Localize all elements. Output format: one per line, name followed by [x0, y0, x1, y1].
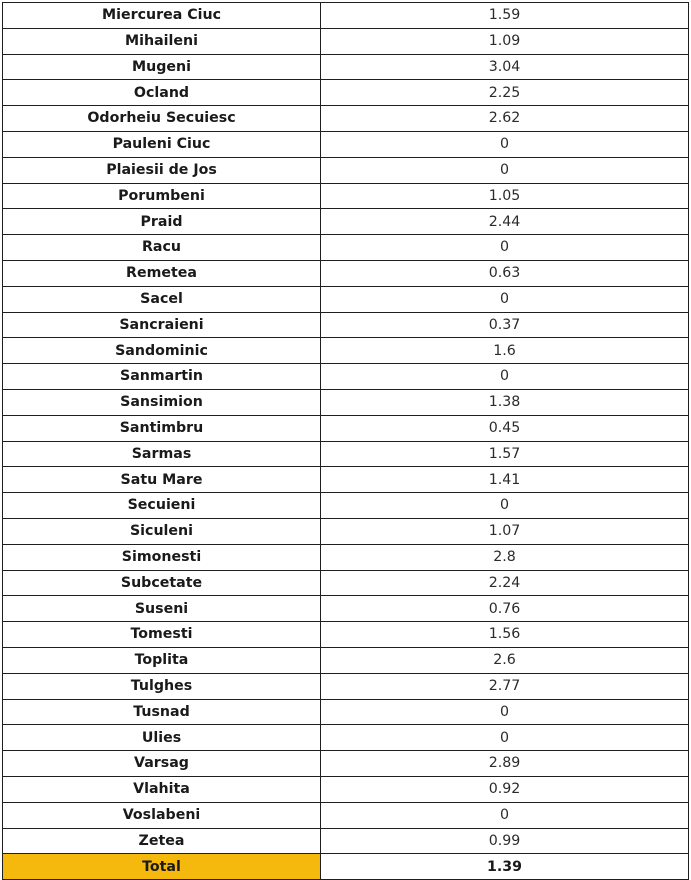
- locality-value: 1.38: [321, 389, 689, 415]
- locality-name: Voslabeni: [3, 802, 321, 828]
- locality-name: Subcetate: [3, 570, 321, 596]
- table-row: [3, 260, 689, 286]
- locality-name: Sanmartin: [3, 364, 321, 390]
- locality-value: 1.09: [321, 28, 689, 54]
- locality-name: Satu Mare: [3, 467, 321, 493]
- locality-value: 1.41: [321, 467, 689, 493]
- table-row: [3, 364, 689, 390]
- locality-value: 2.62: [321, 106, 689, 132]
- table-row: [3, 647, 689, 673]
- table-row: [3, 441, 689, 467]
- table-row: [3, 157, 689, 183]
- locality-name: Ulies: [3, 725, 321, 751]
- locality-name: Sacel: [3, 286, 321, 312]
- locality-name: Sarmas: [3, 441, 321, 467]
- table-row: [3, 493, 689, 519]
- table-row: [3, 28, 689, 54]
- locality-value: 1.6: [321, 338, 689, 364]
- locality-value: 0.37: [321, 312, 689, 338]
- table-row: [3, 570, 689, 596]
- table-row: [3, 622, 689, 648]
- locality-value: 2.89: [321, 751, 689, 777]
- table-row: [3, 802, 689, 828]
- table-row: [3, 415, 689, 441]
- table-row: [3, 699, 689, 725]
- table-row: [3, 312, 689, 338]
- locality-value: 1.57: [321, 441, 689, 467]
- table-row: [3, 3, 689, 29]
- table-row: [3, 776, 689, 802]
- locality-value: 2.77: [321, 673, 689, 699]
- locality-name: Sandominic: [3, 338, 321, 364]
- table-row: [3, 518, 689, 544]
- table-row: [3, 54, 689, 80]
- locality-value: 0: [321, 802, 689, 828]
- locality-value: 3.04: [321, 54, 689, 80]
- data-table: [2, 2, 689, 880]
- locality-name: Varsag: [3, 751, 321, 777]
- locality-value: 0.76: [321, 596, 689, 622]
- table-row: [3, 673, 689, 699]
- locality-value: 2.6: [321, 647, 689, 673]
- table-row: [3, 183, 689, 209]
- locality-value: 0: [321, 157, 689, 183]
- table-row: [3, 235, 689, 261]
- locality-value: 2.25: [321, 80, 689, 106]
- locality-name: Mugeni: [3, 54, 321, 80]
- total-value: 1.39: [321, 854, 689, 880]
- locality-name: Plaiesii de Jos: [3, 157, 321, 183]
- table-row: [3, 544, 689, 570]
- locality-value: 0: [321, 725, 689, 751]
- locality-value: 0.99: [321, 828, 689, 854]
- locality-name: Miercurea Ciuc: [3, 3, 321, 29]
- table-row: [3, 80, 689, 106]
- locality-name: Tulghes: [3, 673, 321, 699]
- locality-name: Zetea: [3, 828, 321, 854]
- locality-value: 0: [321, 131, 689, 157]
- locality-value: 2.8: [321, 544, 689, 570]
- locality-name: Ocland: [3, 80, 321, 106]
- locality-name: Praid: [3, 209, 321, 235]
- table-body: [3, 3, 689, 880]
- total-row: [3, 854, 689, 880]
- table-row: [3, 389, 689, 415]
- locality-value: 1.07: [321, 518, 689, 544]
- locality-value: 0.45: [321, 415, 689, 441]
- table-row: [3, 828, 689, 854]
- table-row: [3, 467, 689, 493]
- locality-name: Tusnad: [3, 699, 321, 725]
- locality-name: Simonesti: [3, 544, 321, 570]
- locality-value: 2.44: [321, 209, 689, 235]
- locality-name: Racu: [3, 235, 321, 261]
- locality-name: Secuieni: [3, 493, 321, 519]
- locality-value: 0.63: [321, 260, 689, 286]
- locality-name: Pauleni Ciuc: [3, 131, 321, 157]
- locality-value: 0: [321, 286, 689, 312]
- locality-value: 1.59: [321, 3, 689, 29]
- locality-value: 0.92: [321, 776, 689, 802]
- locality-name: Mihaileni: [3, 28, 321, 54]
- total-label: Total: [3, 854, 321, 880]
- locality-value: 0: [321, 699, 689, 725]
- locality-value: 2.24: [321, 570, 689, 596]
- table-row: [3, 106, 689, 132]
- locality-value: 0: [321, 235, 689, 261]
- locality-name: Toplita: [3, 647, 321, 673]
- table-row: [3, 725, 689, 751]
- locality-value: 0: [321, 364, 689, 390]
- table-row: [3, 596, 689, 622]
- locality-name: Santimbru: [3, 415, 321, 441]
- locality-name: Remetea: [3, 260, 321, 286]
- locality-name: Suseni: [3, 596, 321, 622]
- locality-value: 1.05: [321, 183, 689, 209]
- locality-name: Siculeni: [3, 518, 321, 544]
- locality-name: Vlahita: [3, 776, 321, 802]
- table-row: [3, 209, 689, 235]
- table-row: [3, 131, 689, 157]
- locality-value: 0: [321, 493, 689, 519]
- locality-name: Sancraieni: [3, 312, 321, 338]
- locality-value: 1.56: [321, 622, 689, 648]
- table-row: [3, 338, 689, 364]
- locality-name: Porumbeni: [3, 183, 321, 209]
- table-row: [3, 286, 689, 312]
- table-row: [3, 751, 689, 777]
- locality-name: Tomesti: [3, 622, 321, 648]
- locality-name: Sansimion: [3, 389, 321, 415]
- locality-name: Odorheiu Secuiesc: [3, 106, 321, 132]
